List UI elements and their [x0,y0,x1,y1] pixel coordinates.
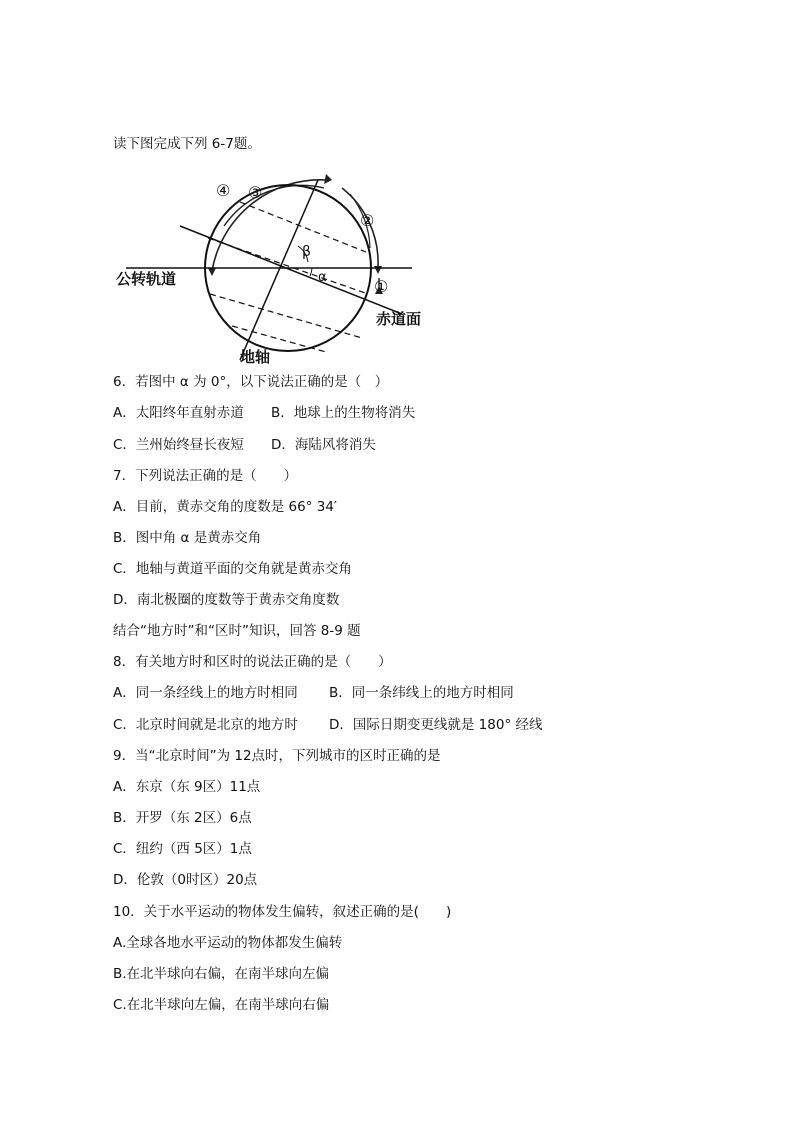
arrow-label-2: ② [360,211,375,230]
q10-option-b: B.在北半球向右偏，在南半球向左偏 [113,966,330,982]
q8-option-c: C．北京时间就是北京的地方时 [113,717,298,733]
dashed-parallel [208,238,368,294]
q8-option-a: A．同一条经线上的地方时相同 [113,685,298,701]
dashed-parallel [210,294,362,338]
q7-stem: 7．下列说法正确的是（ ） [113,468,298,484]
orbit-label: 公转轨道 [116,270,177,288]
q6-option-b: B．地球上的生物将消失 [271,405,416,421]
q6-option-c: C．兰州始终昼长夜短 [113,437,244,453]
q10-option-c: C.在北半球向左偏，在南半球向右偏 [113,997,330,1013]
q6-stem: 6．若图中 α 为 0°，以下说法正确的是（ ） [113,374,389,390]
section-intro-8-9: 结合“地方时”和“区时”知识，回答 8-9 题 [113,623,361,639]
alpha-label: α [318,270,327,285]
arrow-label-4: ④ [216,181,231,200]
arrow-arc-3 [224,185,324,226]
q7-option-a: A．目前，黄赤交角的度数是 66° 34′ [113,499,337,515]
arrowhead-left [208,268,216,276]
q8-option-b: B．同一条纬线上的地方时相同 [329,685,514,701]
q6-option-a: A．太阳终年直射赤道 [113,405,244,421]
q7-option-b: B．图中角 α 是黄赤交角 [113,530,262,546]
q9-option-b: B．开罗（东 2区）6点 [113,810,252,826]
axis-label: 地轴 [240,348,271,366]
earth-orbit-diagram [112,166,442,366]
arrow-label-3: ③ [248,183,263,202]
q9-option-a: A．东京（东 9区）11点 [113,779,261,795]
q10-option-a: A.全球各地水平运动的物体都发生偏转 [113,935,343,951]
equator-label: 赤道面 [376,310,422,328]
q6-option-d: D．海陆风将消失 [271,437,376,453]
section-intro: 读下图完成下列 6-7题。 [113,136,261,152]
q7-option-c: C．地轴与黄道平面的交角就是黄赤交角 [113,561,352,577]
q9-option-c: C．纽约（西 5区）1点 [113,841,252,857]
q10-stem: 10．关于水平运动的物体发生偏转，叙述正确的是( ) [113,904,452,920]
arrowhead-top [324,174,332,184]
arrow-label-1: ① [374,277,389,296]
q8-stem: 8．有关地方时和区时的说法正确的是（ ） [113,654,392,670]
q9-option-d: D．伦敦（0时区）20点 [113,872,258,888]
beta-label: β [302,244,311,260]
arrowhead-right [374,266,382,274]
q7-option-d: D．南北极圈的度数等于黄赤交角度数 [113,592,340,608]
q8-option-d: D．国际日期变更线就是 180° 经线 [329,717,543,733]
q9-stem: 9．当“北京时间”为 12点时，下列城市的区时正确的是 [113,748,441,764]
